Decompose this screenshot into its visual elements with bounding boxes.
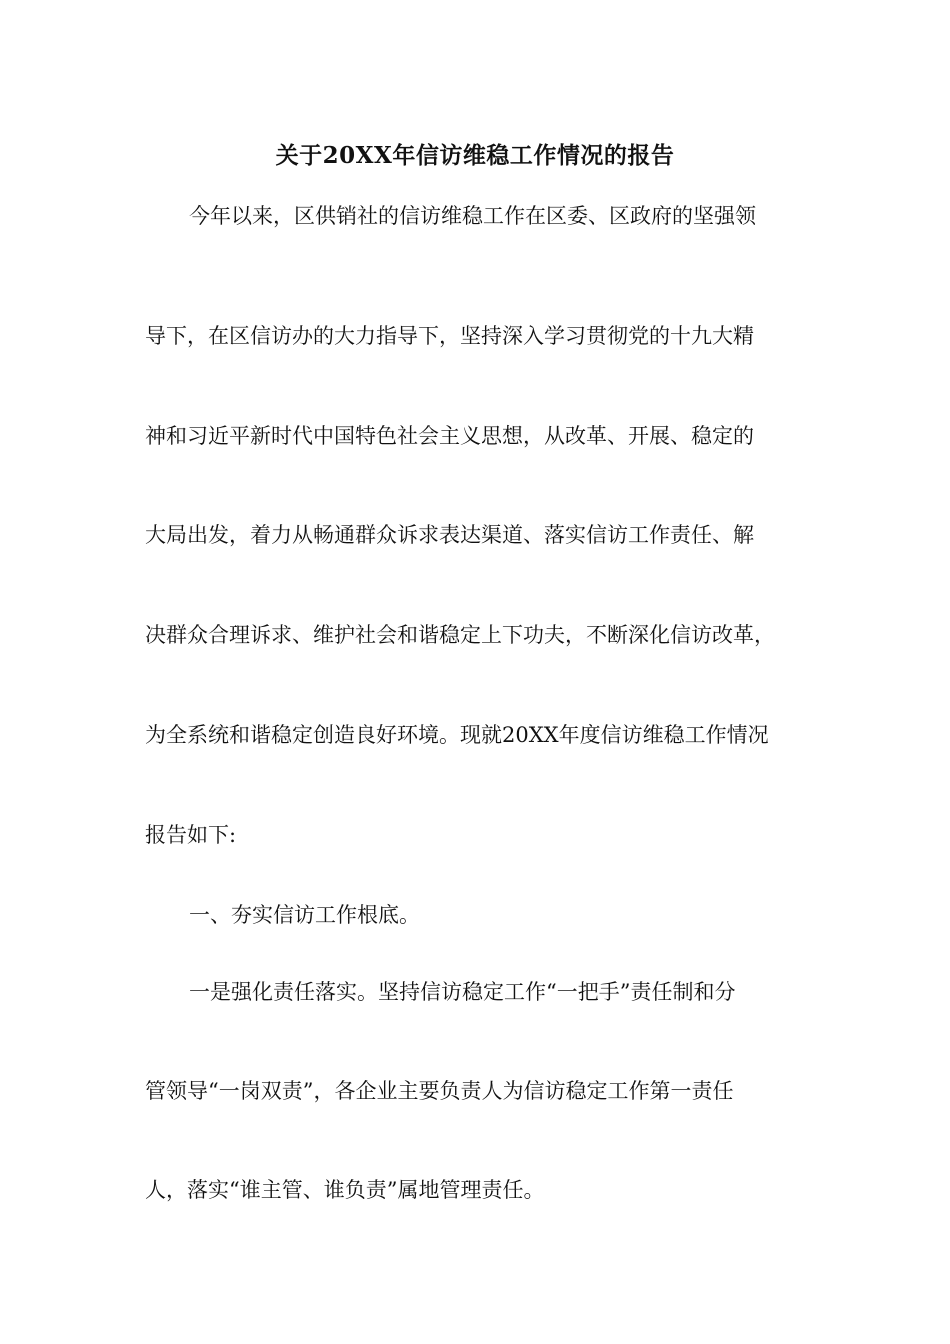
paragraph-line: 神和习近平新时代中国特色社会主义思想，从改革、开展、稳定的 <box>145 424 754 448</box>
paragraph-line: 报告如下: <box>145 823 237 847</box>
paragraph-line: 人，落实“谁主管、谁负责”属地管理责任。 <box>145 1178 545 1202</box>
paragraph-line: 今年以来，区供销社的信访维稳工作在区委、区政府的坚强领 <box>189 204 756 228</box>
paragraph-line: 大局出发，着力从畅通群众诉求表达渠道、落实信访工作责任、解 <box>145 523 754 547</box>
paragraph-line: 管领导“一岗双责”，各企业主要负责人为信访稳定工作第一责任 <box>145 1079 734 1103</box>
section-heading: 一、夯实信访工作根底。 <box>189 903 420 927</box>
paragraph-line: 一是强化责任落实。坚持信访稳定工作“一把手”责任制和分 <box>189 980 736 1004</box>
paragraph-line: 导下，在区信访办的大力指导下，坚持深入学习贯彻党的十九大精 <box>145 324 754 348</box>
paragraph-line: 决群众合理诉求、维护社会和谐稳定上下功夫，不断深化信访改革， <box>145 623 775 647</box>
paragraph-line: 为全系统和谐稳定创造良好环境。现就20XX年度信访维稳工作情况 <box>145 723 769 747</box>
document-title: 关于20XX年信访维稳工作情况的报告 <box>275 142 675 169</box>
